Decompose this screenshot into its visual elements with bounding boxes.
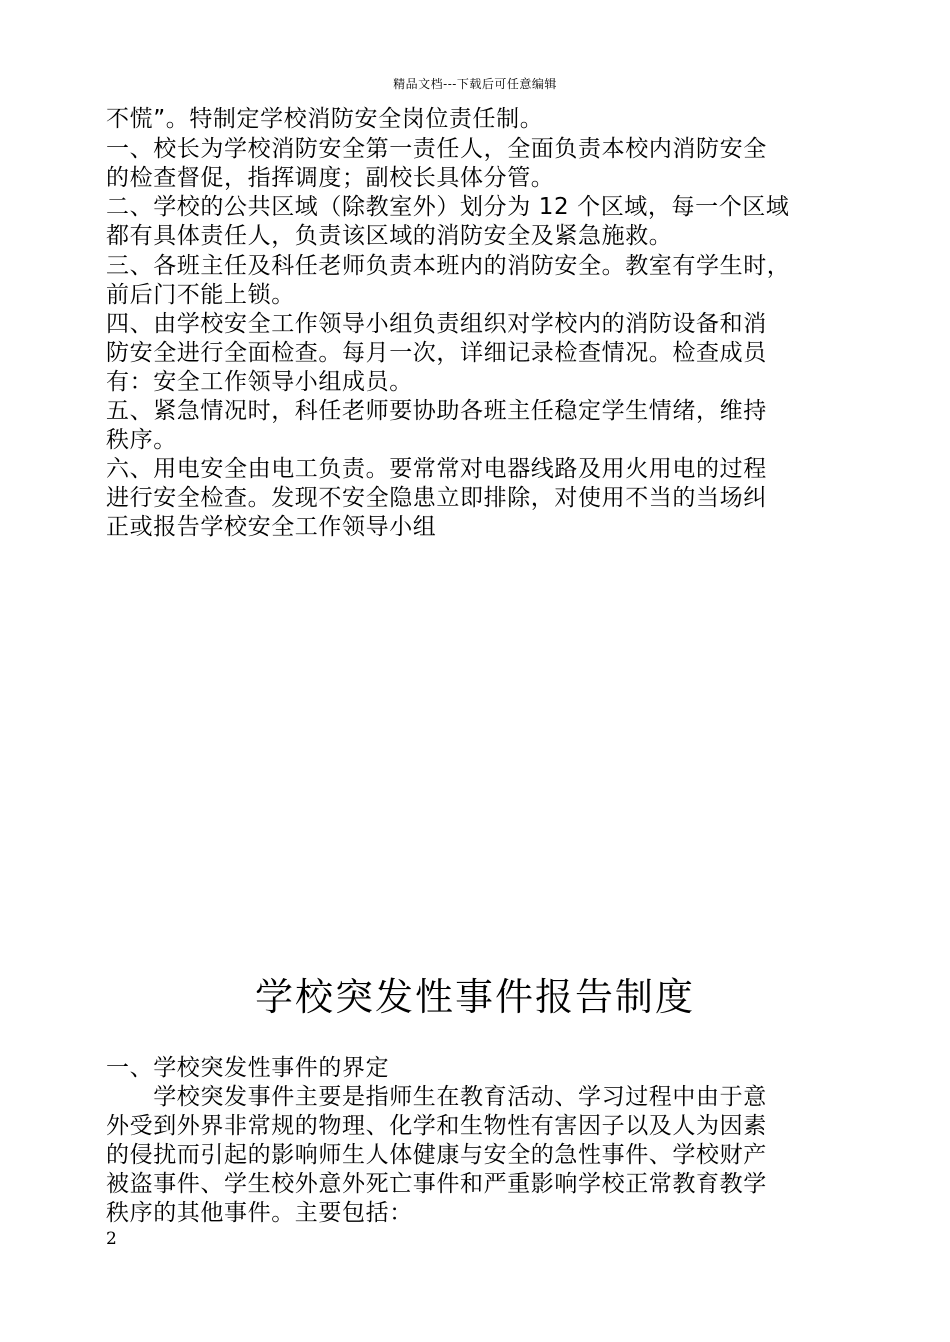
paragraph-line: 五、紧急情况时，科任老师要协助各班主任稳定学生情绪，维持 bbox=[106, 398, 767, 424]
paragraph-line: 六、用电安全由电工负责。要常常对电器线路及用火用电的过程 bbox=[106, 456, 767, 482]
paragraph-line: 都有具体责任人，负责该区域的消防安全及紧急施救。 bbox=[106, 223, 673, 249]
paragraph-line: 前后门不能上锁。 bbox=[106, 282, 295, 308]
paragraph-line: 不慌”。特制定学校消防安全岗位责任制。 bbox=[106, 106, 544, 132]
paragraph-line: 三、各班主任及科任老师负责本班内的消防安全。教室有学生时， bbox=[106, 253, 791, 279]
section-heading: 一、学校突发性事件的界定 bbox=[106, 1055, 390, 1081]
paragraph-line: 学校突发事件主要是指师生在教育活动、学习过程中由于意 bbox=[106, 1084, 767, 1110]
paragraph-line: 正或报告学校安全工作领导小组 bbox=[106, 514, 437, 540]
section-title: 学校突发性事件报告制度 bbox=[254, 975, 695, 1019]
paragraph-line: 防安全进行全面检查。每月一次，详细记录检查情况。检查成员 bbox=[106, 340, 767, 366]
paragraph-line: 秩序。 bbox=[106, 427, 177, 453]
paragraph-line: 一、校长为学校消防安全第一责任人，全面负责本校内消防安全 bbox=[106, 136, 767, 162]
page-header: 精品文档---下载后可任意编辑 bbox=[393, 77, 557, 91]
paragraph-line: 的侵扰而引起的影响师生人体健康与安全的急性事件、学校财产 bbox=[106, 1142, 767, 1168]
paragraph-line: 有：安全工作领导小组成员。 bbox=[106, 369, 413, 395]
paragraph-line: 四、由学校安全工作领导小组负责组织对学校内的消防设备和消 bbox=[106, 311, 767, 337]
paragraph-line: 的检查督促，指挥调度；副校长具体分管。 bbox=[106, 165, 555, 191]
page-number: 2 bbox=[106, 1229, 117, 1249]
paragraph-line: 外受到外界非常规的物理、化学和生物性有害因子以及人为因素 bbox=[106, 1113, 767, 1139]
paragraph-line: 进行安全检查。发现不安全隐患立即排除，对使用不当的当场纠 bbox=[106, 485, 767, 511]
paragraph-line: 秩序的其他事件。主要包括： bbox=[106, 1200, 413, 1226]
paragraph-line: 被盗事件、学生校外意外死亡事件和严重影响学校正常教育教学 bbox=[106, 1171, 767, 1197]
paragraph-line: 二、学校的公共区域（除教室外）划分为 12 个区域，每一个区域 bbox=[106, 194, 790, 220]
